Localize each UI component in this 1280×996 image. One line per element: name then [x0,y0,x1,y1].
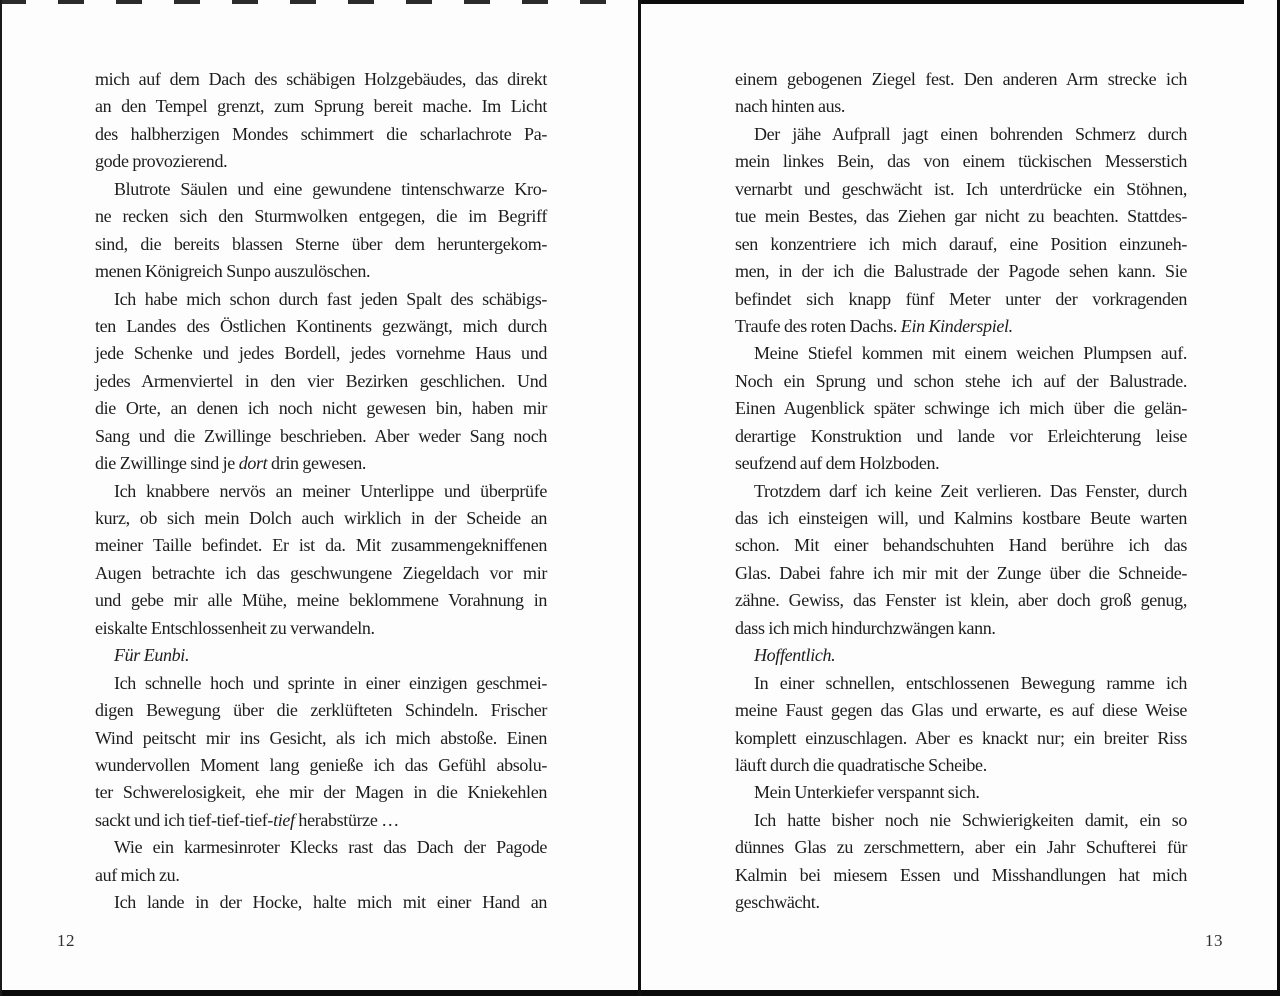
text-line [735,807,1187,834]
page-gutter-divider [638,0,641,996]
text-segment: auf mich zu. [95,864,180,885]
text-line [95,725,547,752]
page-right-text [735,66,1187,917]
text-segment: an den Tempel grenzt, zum Sprung bereit mache. Im Licht [95,96,547,117]
text-line [735,368,1187,395]
text-line [735,258,1187,285]
text-line [735,615,1187,642]
text-segment: vernarbt und geschwächt ist. Ich unterdrücke ein Stöhnen, [735,178,1187,199]
text-line [95,231,547,258]
text-line [735,478,1187,505]
text-line [95,478,547,505]
text-segment: seufzend auf dem Holzboden. [735,453,940,474]
text-line [95,642,547,669]
text-line [95,340,547,367]
text-segment: herabstürze … [294,809,399,830]
text-line [95,313,547,340]
text-line [735,286,1187,313]
text-segment: In einer schnellen, entschlossenen Bewegung ramme ich [754,672,1187,693]
text-line [735,450,1187,477]
text-line [95,176,547,203]
text-segment: sind, die bereits blassen Sterne über dem heruntergekom- [95,233,547,254]
text-segment: digen Bewegung über die zerklüfteten Schindeln. Frischer [95,700,547,721]
text-segment: Wie ein karmesinroter Klecks rast das Dach der Pagode [114,837,547,858]
text-segment: gode provozierend. [95,151,228,172]
text-segment: drin gewesen. [267,453,367,474]
text-segment: die Zwillinge sind je [95,453,239,474]
text-line [95,148,547,175]
text-segment: tue mein Bestes, das Ziehen gar nicht zu beachten. Stattdes- [735,206,1187,227]
italic-phrase: dort [238,453,268,474]
text-line [95,395,547,422]
text-segment: zähne. Gewiss, das Fenster ist klein, aber doch groß genug, [735,590,1187,611]
text-segment: Kalmin bei miesem Essen und Misshandlungen hat mich [735,864,1187,885]
text-line [95,587,547,614]
text-segment: einem gebogenen Ziegel fest. Den anderen Arm strecke ich [735,69,1187,89]
page-left-text [95,66,547,917]
text-segment: kurz, ob sich mein Dolch auch wirklich in der Scheide an [95,508,547,528]
text-line [95,615,547,642]
text-segment: meine Faust gegen das Glas und erwarte, es auf diese Weise [735,700,1187,721]
text-segment: des halbherzigen Mondes schimmert die scharlachrote Pa- [95,123,547,144]
text-line [735,752,1187,779]
text-line [95,807,547,834]
text-line [735,121,1187,148]
text-segment: Traufe des roten Dachs. [735,315,901,336]
text-segment: men, in der ich die Balustrade der Pagode sehen kann. Sie [735,261,1187,282]
text-segment: ten Landes des Östlichen Kontinents gezwängt, mich durch [95,315,547,336]
text-line [735,148,1187,175]
text-line [735,560,1187,587]
text-segment: Ich knabbere nervös an meiner Unterlippe und überprüfe [114,480,547,501]
text-line [735,340,1187,367]
text-line [95,779,547,806]
text-line [735,395,1187,422]
text-line [95,532,547,559]
text-segment: Blutrote Säulen und eine gewundene tintenschwarze Kro- [114,178,547,199]
text-segment: sackt und ich tief-tief-tief- [95,809,274,830]
text-segment: läuft durch die quadratische Scheibe. [735,754,987,775]
text-line [735,505,1187,532]
text-line [735,313,1187,340]
scan-edge-top-right [638,0,1244,4]
text-line [735,889,1187,916]
text-line [95,505,547,532]
text-line [95,66,547,93]
text-segment: geschwächt. [735,892,820,913]
text-line [735,834,1187,861]
text-line [735,587,1187,614]
text-line [735,231,1187,258]
text-segment: schon. Mit einer behandschuhten Hand berühre ich das [735,535,1187,556]
page-number-right: 13 [1205,931,1223,950]
text-segment: mich auf dem Dach des schäbigen Holzgebäudes, das direkt [95,69,547,89]
scan-edge-top-left [0,0,638,4]
text-segment: Trotzdem darf ich keine Zeit verlieren. Das Fenster, durch [754,480,1187,501]
text-segment: das ich einsteigen will, und Kalmins kostbare Beute warten [735,508,1187,528]
text-line [95,450,547,477]
text-segment: Meine Stiefel kommen mit einem weichen Plumpsen auf. [754,343,1187,364]
text-segment: Ich habe mich schon durch fast jeden Spalt des schäbigs- [114,288,547,309]
text-line [95,93,547,120]
text-segment: befindet sich knapp fünf Meter unter der vorkragenden [735,288,1187,309]
italic-phrase: Hoffentlich. [754,645,836,666]
italic-phrase: Ein Kinderspiel. [900,315,1013,336]
text-segment: mein linkes Bein, das von einem tückischen Messerstich [735,151,1187,172]
text-line [735,725,1187,752]
text-segment: menen Königreich Sunpo auszulöschen. [95,261,371,282]
text-line [735,642,1187,669]
text-segment: dass ich mich hindurchzwängen kann. [735,617,996,638]
text-segment: nach hinten aus. [735,96,846,117]
text-line [95,560,547,587]
text-segment: Einen Augenblick später schwinge ich mich über die gelän- [735,398,1187,419]
text-segment: derartige Konstruktion und lande vor Erleichterung leise [735,425,1187,446]
text-segment: Der jähe Aufprall jagt einen bohrenden Schmerz durch [754,123,1187,144]
text-line [735,670,1187,697]
text-segment: eiskalte Entschlossenheit zu verwandeln. [95,617,375,638]
text-segment: ne recken sich den Sturmwolken entgegen, die im Begriff [95,206,547,227]
text-segment: Ich hatte bisher noch nie Schwierigkeiten damit, ein so [754,809,1187,830]
text-line [735,697,1187,724]
text-segment: jede Schenke und jedes Bordell, jedes vornehme Haus und [95,343,547,364]
text-line [95,286,547,313]
text-segment: Mein Unterkiefer verspannt sich. [754,782,980,803]
text-line [95,258,547,285]
text-line [95,752,547,779]
text-line [95,834,547,861]
text-segment: sen konzentriere ich mich darauf, eine Position einzuneh- [735,233,1187,254]
text-line [735,423,1187,450]
text-segment: dünnes Glas zu zerschmettern, aber ein Jahr Schufterei für [735,837,1187,858]
text-segment: Glas. Dabei fahre ich mir mit der Zunge über die Schneide- [735,562,1187,583]
text-segment: Sang und die Zwillinge beschrieben. Aber weder Sang noch [95,425,547,446]
text-line [95,862,547,889]
italic-phrase: Für Eunbi. [114,645,190,666]
text-line [95,697,547,724]
text-line [735,862,1187,889]
text-line [95,121,547,148]
text-segment: wundervollen Moment lang genieße ich das Gefühl absolu- [95,754,547,775]
text-line [95,423,547,450]
scan-edge-left [0,0,2,996]
text-segment: und gebe mir alle Mühe, meine beklommene Vorahnung in [95,590,547,611]
text-line [95,203,547,230]
text-segment: Ich lande in der Hocke, halte mich mit einer Hand an [114,892,547,913]
text-segment: komplett einzuschlagen. Aber es knackt nur; ein breiter Riss [735,727,1187,748]
text-segment: Noch ein Sprung und schon stehe ich auf der Balustrade. [735,370,1187,391]
text-segment: meiner Taille befindet. Er ist da. Mit zusammengekniffenen [95,535,547,556]
page-number-left: 12 [57,931,75,950]
text-line [735,176,1187,203]
text-line [735,203,1187,230]
text-line [735,93,1187,120]
text-line [735,779,1187,806]
text-line [95,889,547,916]
text-line [735,532,1187,559]
text-segment: Wind peitscht mir ins Gesicht, als ich mich abstoße. Einen [95,727,547,748]
text-segment: Augen betrachte ich das geschwungene Ziegeldach vor mir [95,562,547,583]
text-segment: jedes Armenviertel in den vier Bezirken geschlichen. Und [95,370,547,391]
text-line [95,368,547,395]
text-segment: Ich schnelle hoch und sprinte in einer einzigen geschmei- [114,672,547,693]
text-line [735,66,1187,93]
text-segment: ter Schwerelosigkeit, ehe mir der Magen in die Kniekehlen [95,782,547,803]
text-segment: die Orte, an denen ich noch nicht gewesen bin, haben mir [95,398,547,419]
text-line [95,670,547,697]
italic-phrase: tief [273,809,295,830]
